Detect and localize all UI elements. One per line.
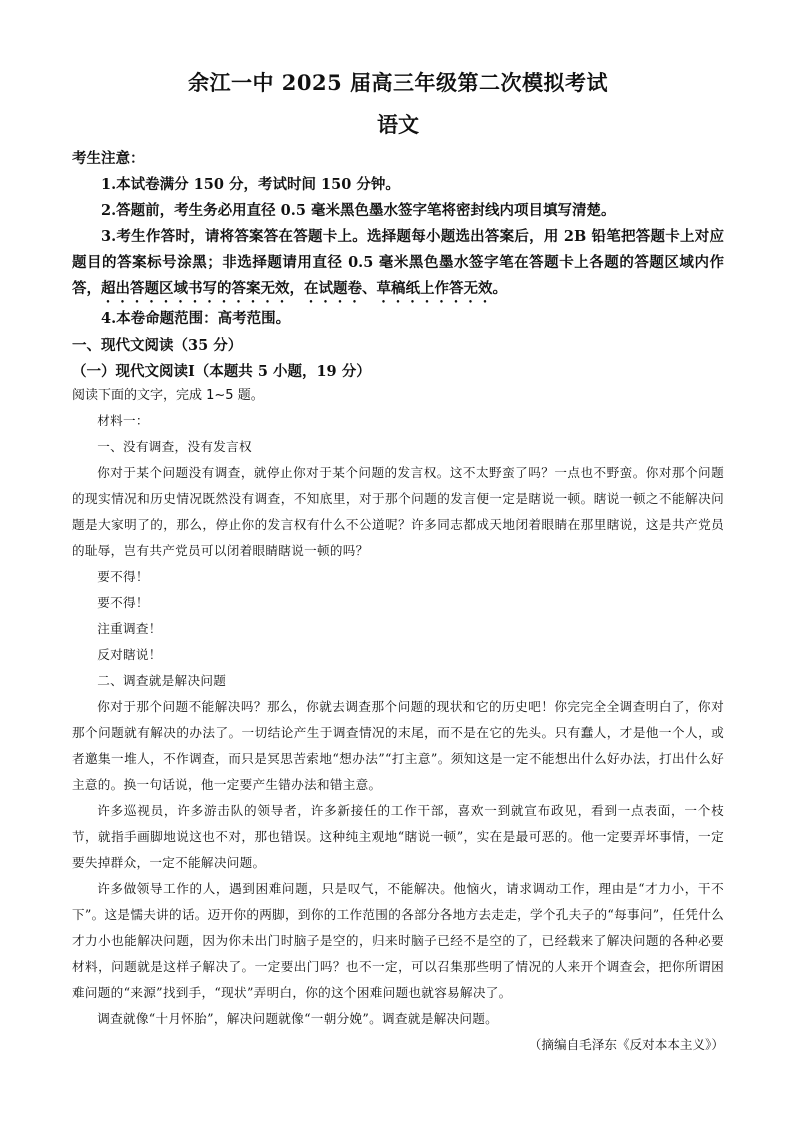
slogan-1: 要不得！: [97, 569, 149, 584]
exam-page: [72, 68, 724, 1058]
material-source: （摘编自毛泽东《反对本本主义》）: [528, 1037, 724, 1052]
paragraph-4: 许多做领导工作的人，遇到困难问题，只是叹气，不能解决。他恼火，请求调动工作，理由是“才力小，干不下”。这是懦夫讲的话。迈开你的两脚，到你的工作范围的各部分各地方去走走，学个孔夫子的“每事问”，任凭什么才力小也能解决问题，因为你未出门时脑子是空的，归来时脑子已经不是空的了，已经载来了解决问题的各种必要材料，问题就是这样子解决了。一定要出门吗？也不一定，可以召集那些明了情况的人来开个调查会，把你所谓困难问题的“来源”找到手，“现状”弄明白，你的这个困难问题也就容易解决了。: [72, 881, 725, 1000]
slogan-3: 注重调查！: [97, 621, 162, 636]
section-instruction: 阅读下面的文字，完成 1~5 题。: [72, 388, 264, 403]
notice-block: [72, 146, 724, 332]
paragraph-2: 你对于那个问题不能解决吗？那么，你就去调查那个问题的现状和它的历史吧！你完完全全调查明白了，你对那个问题就有解决的办法了。一切结论产生于调查情况的末尾，而不是在它的先头。只有蠢人，才是他一个人，或者邀集一堆人，不作调查，而只是冥思苦索地“想办法”“打主意”。须知这是一定不能想出什么好办法，打出什么好主意的。换一句话说，他一定要产生错办法和错主意。: [72, 699, 724, 792]
notice-item-3-text: 3.考生作答时，请将答案答在答题卡上。选择题每小题选出答案后，用 2B 铅笔把答题卡上对应题目的答案标号涂黑；非选择题请用直径 0.5 毫米黑色墨水签字笔在答题卡上各题的答题区域内作答，: [72, 228, 724, 297]
material-one: [72, 408, 724, 1058]
section-subtitle: （一）现代文阅读Ⅰ（本题共 5 小题，19 分）: [72, 363, 371, 380]
paragraph-1: 你对于某个问题没有调查，就停止你对于某个问题的发言权。这不太野蛮了吗？一点也不野蛮。你对那个问题的现实情况和历史情况既然没有调查，不知底里，对于那个问题的发言便一定是瞎说一顿。瞎说一顿之不能解决问题是大家明了的，那么，停止你的发言权有什么不公道呢？许多同志都成天地闭着眼睛在那里瞎说，这是共产党员的耻辱，岂有共产党员可以闭着眼睛瞎说一顿的吗？: [72, 465, 724, 558]
notice-item-4: 4.本卷命题范围：高考范围。: [101, 310, 291, 327]
notice-item-1: 1.本试卷满分 150 分，考试时间 150 分钟。: [101, 176, 400, 193]
notice-item-2: 2.答题前，考生务必用直径 0.5 毫米黑色墨水签字笔将密封线内项目填写清楚。: [101, 202, 616, 219]
exam-title: 余江一中 2025 届高三年级第二次模拟考试: [187, 70, 609, 95]
notice-item-3-emphasis: 超出答题区域书写的答案无效，在试题卷、草稿纸上作答无效: [101, 280, 493, 297]
subject-title: 语文: [377, 112, 419, 137]
paragraph-5: 调查就像“十月怀胎”，解决问题就像“一朝分娩”。调查就是解决问题。: [97, 1011, 499, 1026]
slogan-2: 要不得！: [97, 595, 149, 610]
paragraph-3: 许多巡视员，许多游击队的领导者，许多新接任的工作干部，喜欢一到就宣布政见，看到一点表面，一个枝节，就指手画脚地说这也不对，那也错误。这种纯主观地“瞎说一顿”，实在是最可恶的。他一定要弄坏事情，一定要失掉群众，一定不能解决问题。: [72, 803, 724, 870]
material-heading-1: 一、没有调查，没有发言权: [97, 439, 252, 454]
notice-item-3-end: 。: [492, 280, 507, 297]
section-title: 一、现代文阅读（35 分）: [72, 337, 243, 354]
material-label: 材料一：: [97, 413, 149, 428]
notice-heading: 考生注意：: [72, 150, 145, 167]
material-heading-2: 二、调查就是解决问题: [97, 673, 227, 688]
slogan-4: 反对瞎说！: [97, 647, 162, 662]
notice-item-3: [72, 224, 724, 306]
